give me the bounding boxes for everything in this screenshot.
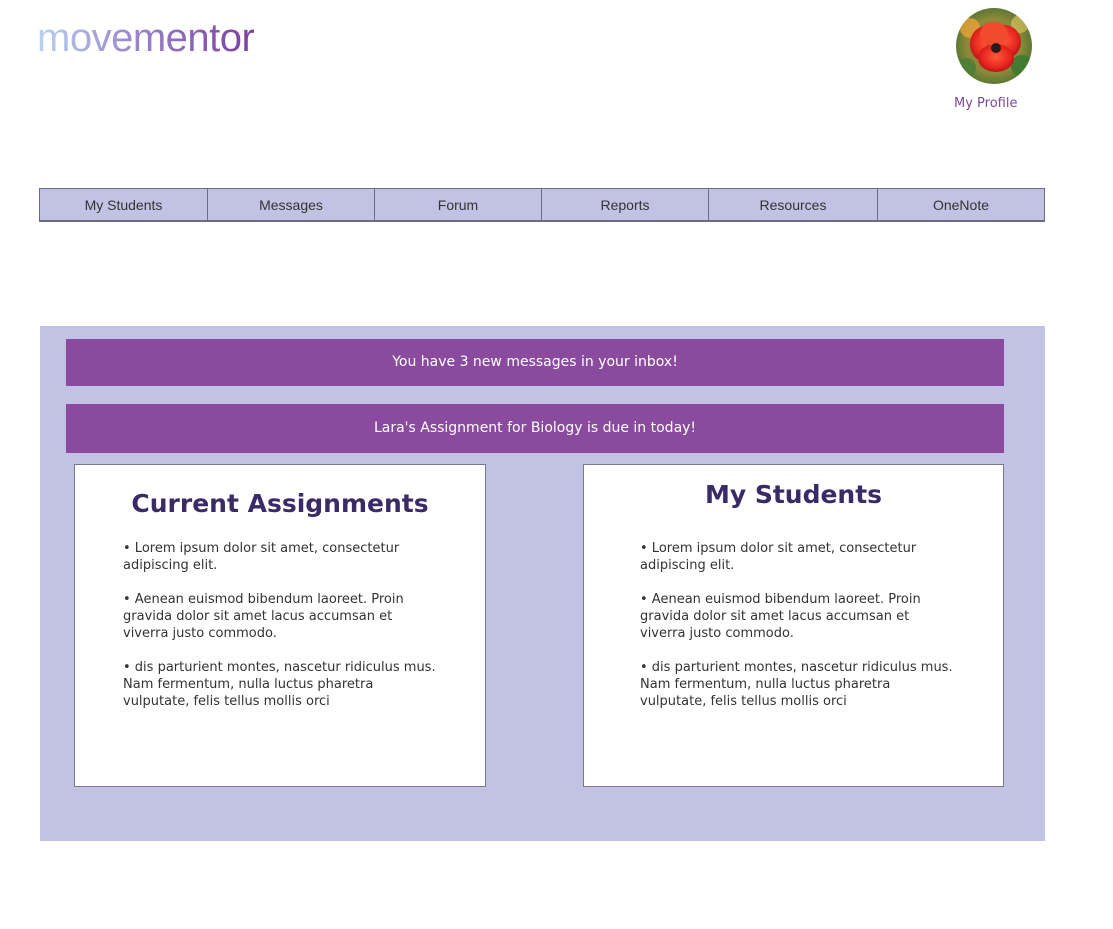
movementor-logo[interactable]: movementor xyxy=(37,16,255,60)
notification-banner-assignment[interactable]: Lara's Assignment for Biology is due in today! xyxy=(66,404,1004,453)
my-students-card xyxy=(583,464,1004,787)
nav-item-messages[interactable]: Messages xyxy=(208,189,375,220)
current-assignments-list xyxy=(123,540,441,727)
dashboard-panel xyxy=(40,326,1045,841)
flower-photo xyxy=(956,8,1032,84)
list-item: • dis parturient montes, nascetur ridiculus mus. Nam fermentum, nulla luctus pharetra vulputate, felis tellus mollis orci xyxy=(640,660,953,709)
nav-item-forum[interactable]: Forum xyxy=(375,189,542,220)
profile-avatar[interactable] xyxy=(956,8,1032,84)
nav-item-onenote[interactable]: OneNote xyxy=(932,197,990,213)
current-assignments-card xyxy=(74,464,486,787)
current-assignments-title: Current Assignments xyxy=(131,489,429,518)
list-item: • Lorem ipsum dolor sit amet, consectetur adipiscing elit. xyxy=(123,541,400,573)
list-item: • Aenean euismod bibendum laoreet. Proin gravida dolor sit amet lacus accumsan et viverra justo commodo. xyxy=(123,592,404,641)
profile xyxy=(954,8,1032,111)
my-students-title: My Students xyxy=(704,480,883,509)
main-nav xyxy=(39,188,1045,222)
nav-item-resources[interactable]: Resources xyxy=(709,189,878,220)
list-item: • Aenean euismod bibendum laoreet. Proin gravida dolor sit amet lacus accumsan et viverra justo commodo. xyxy=(640,592,921,641)
my-students-list xyxy=(640,540,958,727)
nav-item-my-students[interactable]: My Students xyxy=(40,189,208,220)
list-item: • Lorem ipsum dolor sit amet, consectetur adipiscing elit. xyxy=(640,541,917,573)
list-item: • dis parturient montes, nascetur ridiculus mus. Nam fermentum, nulla luctus pharetra vulputate, felis tellus mollis orci xyxy=(123,660,436,709)
my-profile-link[interactable]: My Profile xyxy=(954,96,1018,111)
notification-banner-messages[interactable]: You have 3 new messages in your inbox! xyxy=(66,339,1004,386)
nav-item-reports[interactable]: Reports xyxy=(542,189,709,220)
